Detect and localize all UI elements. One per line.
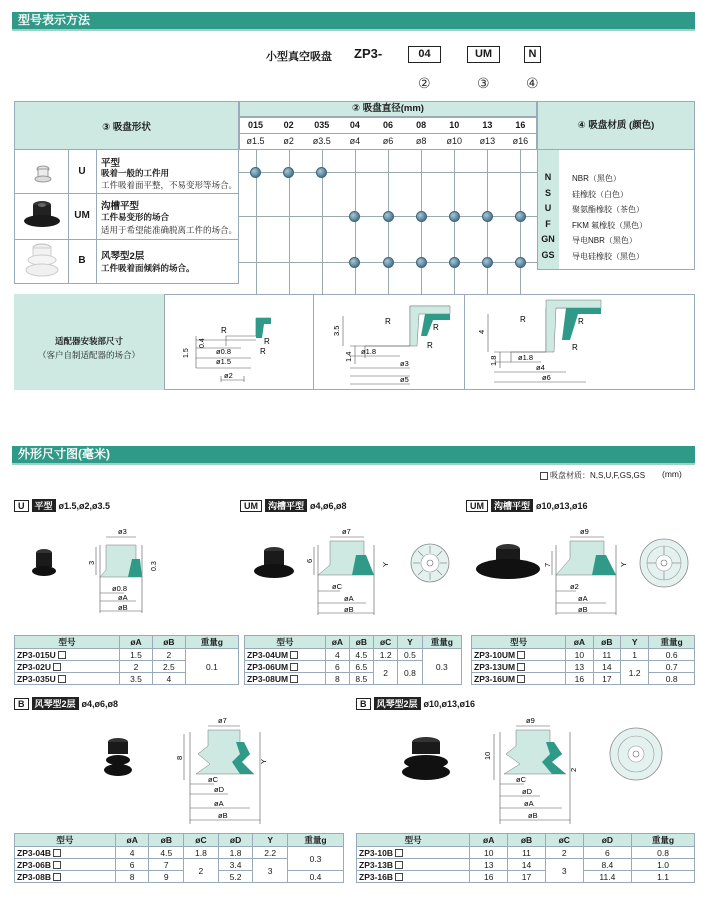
shape-code-um: UM (74, 210, 90, 221)
dim-a1-r2: R (264, 337, 270, 346)
dim-b2-top: ø9 (526, 716, 535, 725)
circle-2: ② (418, 75, 431, 91)
dim-b1-h: 8 (175, 755, 184, 760)
table-cell: 2 (120, 661, 153, 673)
table-cell: 5.2 (218, 871, 253, 883)
table-row (15, 649, 239, 661)
availability-dot (416, 257, 427, 268)
table-cell: 6 (326, 661, 350, 673)
table-cell: 11.4 (583, 871, 631, 883)
table-header: øB (508, 834, 546, 847)
dia-code-04: 04 (349, 120, 360, 130)
dim-a3-h1: 4 (477, 329, 486, 334)
material-name-s: 硅橡胶（白色） (572, 189, 628, 199)
model-code: ZP3-16UM (474, 673, 516, 684)
drawing-b2 (356, 712, 695, 832)
table-cell: 14 (508, 859, 546, 871)
table-cell: 4.5 (149, 847, 184, 859)
table-header: 型号 (472, 636, 566, 649)
table-cell-model (15, 847, 116, 859)
drawing-u (14, 515, 239, 630)
table-cell: 0.4 (287, 871, 343, 883)
shape-code-b: B (78, 255, 86, 266)
dia-code-13: 13 (482, 120, 493, 130)
material-code-u: U (544, 203, 552, 213)
model-code: ZP3-16B (359, 871, 394, 882)
table-cell: 0.1 (185, 649, 238, 685)
table-cell: 0.8 (649, 673, 695, 685)
dim-a3-d2: ø4 (536, 363, 545, 372)
table-cell: 0.7 (649, 661, 695, 673)
table-u (14, 635, 239, 685)
table-cell: 2.5 (152, 661, 185, 673)
model-code: ZP3-08B (17, 871, 52, 882)
table-header-row (15, 834, 344, 847)
table-cell: 1.2 (374, 649, 398, 661)
dia-code-015: 015 (248, 120, 264, 130)
circle-3: ③ (477, 75, 490, 91)
dim-a3-r2: R (578, 317, 584, 326)
dim-u-a: øA (118, 593, 128, 602)
table-cell: 6 (583, 847, 631, 859)
shape-sub-um: 工件易变形的场合 (101, 212, 170, 222)
adapter-drawing-2 (315, 296, 463, 388)
material-name-n: NBR（黑色） (572, 174, 621, 183)
dim-b1-c: øC (208, 775, 218, 784)
table-cell: 16 (566, 673, 593, 685)
table-header: 重量g (185, 636, 238, 649)
unit-label: (mm) (662, 469, 682, 479)
dim-a2-h2: 1.4 (344, 351, 353, 362)
material-code-box (517, 663, 525, 671)
table-cell: 16 (470, 871, 508, 883)
dim-a2-h1: 3.5 (332, 325, 341, 336)
availability-dot (482, 211, 493, 222)
table-cell-model (472, 661, 566, 673)
drawing-um1 (240, 515, 465, 630)
dim-um2-b: øB (578, 605, 588, 614)
dia-code-08: 08 (416, 120, 427, 130)
material-code-n: N (544, 172, 552, 182)
table-cell: 6.5 (349, 661, 373, 673)
shape-code-u: U (78, 166, 86, 177)
table-cell: 0.8 (398, 661, 422, 685)
dim-a2-d3: ø5 (400, 375, 409, 384)
material-header: ④ 吸盘材质 (颜色) (537, 101, 695, 150)
adapter-sub: （客户自制适配器的场合） (37, 350, 140, 360)
material-code-s: S (544, 187, 551, 198)
table-header: øA (326, 636, 350, 649)
table-header: 型号 (15, 834, 116, 847)
dim-a1-r1: R (221, 326, 227, 335)
circle-4: ④ (526, 75, 539, 91)
table-cell-model (357, 847, 470, 859)
table-cell: 1 (621, 649, 649, 661)
table-cell: 8 (115, 871, 149, 883)
adapter-drawing-1 (166, 296, 312, 388)
table-cell-model (472, 673, 566, 685)
model-box-shape: UM (467, 46, 500, 63)
dia-value-13: ø13 (479, 136, 496, 146)
group-label-u: U 平型 ø1.5,ø2,ø3.5 (14, 499, 110, 512)
dim-u-c: ø0.8 (112, 584, 128, 593)
table-cell: 13 (566, 661, 593, 673)
table-header: øB (593, 636, 620, 649)
dim-a2-d1: ø1.8 (361, 347, 377, 356)
dim-um2-h: 7 (543, 562, 552, 567)
availability-dot (250, 167, 261, 178)
table-cell: 2 (374, 661, 398, 685)
material-code-box (58, 675, 66, 683)
dim-b2-c: øC (516, 775, 526, 784)
table-row (15, 871, 344, 883)
dim-a1-r3: R (260, 347, 266, 356)
table-header: øC (374, 636, 398, 649)
table-header: 重量g (422, 636, 461, 649)
table-um2 (471, 635, 695, 685)
table-cell: 8.4 (583, 859, 631, 871)
dim-b1-b: øB (218, 811, 228, 820)
model-code: ZP3-13UM (474, 661, 516, 672)
material-code-box (53, 849, 61, 857)
dia-value-06: ø6 (382, 136, 394, 146)
table-header-row (245, 636, 462, 649)
shape-header: ③ 吸盘形状 (102, 122, 151, 133)
table-cell: 14 (593, 661, 620, 673)
availability-dot (316, 167, 327, 178)
shape-title-b: 风琴型2层 (101, 251, 145, 262)
shape-desc-um: 适用于希望能准确脱离工件的场合。 (101, 225, 238, 235)
material-code-box (290, 675, 298, 683)
material-code-box (395, 861, 403, 869)
dim-um1-y: Y (381, 561, 390, 567)
dia-value-015: ø1.5 (246, 136, 265, 146)
table-cell: 0.5 (398, 649, 422, 661)
material-code-box (58, 651, 66, 659)
dia-value-16: ø16 (512, 136, 529, 146)
table-row (15, 847, 344, 859)
table-row (357, 847, 695, 859)
availability-dot (449, 211, 460, 222)
material-code-box (517, 651, 525, 659)
table-cell: 3.5 (120, 673, 153, 685)
table-cell: 8.5 (349, 673, 373, 685)
table-header: 重量g (649, 636, 695, 649)
cup-um-image (22, 197, 62, 231)
table-cell: 0.3 (287, 847, 343, 871)
dim-a3-r1: R (520, 315, 526, 324)
table-cell: 2 (184, 859, 219, 883)
dim-b2-h: 10 (483, 751, 492, 760)
material-name-gn: 导电NBR（黑色） (572, 236, 637, 245)
material-name-gs: 导电硅橡胶（黑色） (572, 251, 644, 261)
table-header: øA (120, 636, 153, 649)
dim-a2-d2: ø3 (400, 359, 409, 368)
table-header: øA (470, 834, 508, 847)
model-box-diameter: 04 (408, 46, 441, 63)
diameter-header: ② 吸盘直径(mm) (239, 101, 537, 117)
material-name-u: 聚氨酯橡胶（茶色） (572, 205, 644, 214)
table-cell: 1.5 (120, 649, 153, 661)
shape-title-um: 沟槽平型 (101, 201, 140, 212)
dia-value-10: ø10 (446, 136, 462, 146)
shape-title-u: 平型 (101, 158, 121, 169)
material-name-f: FKM 氟橡胶（黑色） (572, 220, 648, 230)
group-label-um1: UM 沟槽平型 ø4,ø6,ø8 (240, 499, 347, 512)
dim-u-top: ø3 (118, 527, 127, 536)
table-cell: 1.0 (632, 859, 695, 871)
dim-b1-y: Y (259, 758, 268, 764)
dia-value-08: ø8 (415, 136, 427, 146)
table-header: Y (621, 636, 649, 649)
model-prefix: ZP3- (354, 46, 383, 61)
table-cell: 4.5 (349, 649, 373, 661)
material-code-box (290, 663, 298, 671)
table-header: øD (583, 834, 631, 847)
table-header: Y (253, 834, 288, 847)
material-code-box (53, 663, 61, 671)
model-code: ZP3-10B (359, 847, 394, 858)
availability-dot (383, 257, 394, 268)
dim-b2-d: øD (522, 787, 532, 796)
model-code: ZP3-04UM (247, 649, 289, 660)
table-header: øD (218, 834, 253, 847)
table-row (472, 661, 695, 673)
dim-um1-b: øB (344, 605, 354, 614)
drawing-um2 (466, 515, 695, 630)
table-cell: 11 (508, 847, 546, 859)
table-cell-model (245, 649, 326, 661)
table-cell: 3 (253, 859, 288, 883)
material-code-box (290, 651, 298, 659)
material-code-gn: GN (541, 234, 555, 244)
adapter-title: 适配器安装部尺寸 (54, 336, 123, 346)
cup-u-image (30, 160, 56, 186)
table-b1 (14, 833, 344, 883)
section-title-dimensions: 外形尺寸图(毫米) (12, 446, 695, 463)
table-header: øA (115, 834, 149, 847)
table-cell: 4 (152, 673, 185, 685)
material-code-gs: GS (541, 249, 555, 260)
table-header: øB (152, 636, 185, 649)
model-code: ZP3-13B (359, 859, 394, 870)
table-cell: 7 (149, 859, 184, 871)
table-header: øA (566, 636, 593, 649)
dim-a3-h2: 1.8 (489, 355, 498, 366)
table-cell-model (15, 859, 116, 871)
model-name: 小型真空吸盘 (266, 51, 332, 63)
table-cell-model (245, 661, 326, 673)
table-cell: 4 (326, 649, 350, 661)
material-note: 吸盘材质：N,S,U,F,GS,GS (540, 470, 645, 481)
table-cell: 1.2 (621, 661, 649, 685)
dim-b2-a: øA (524, 799, 534, 808)
dia-code-10: 10 (449, 120, 460, 130)
group-label-b2: B 风琴型2层 ø10,ø13,ø16 (356, 697, 475, 710)
table-cell: 10 (566, 649, 593, 661)
group-label-b1: B 风琴型2层 ø4,ø6,ø8 (14, 697, 118, 710)
model-code: ZP3-06UM (247, 661, 289, 672)
dim-b1-d: øD (214, 785, 224, 794)
table-cell: 9 (149, 871, 184, 883)
dim-a2-r1: R (385, 317, 391, 326)
table-cell: 17 (593, 673, 620, 685)
table-header: øB (149, 834, 184, 847)
table-cell: 4 (115, 847, 149, 859)
availability-dot (449, 257, 460, 268)
shape-desc-u: 工件吸着面平整，不易变形等场合。 (101, 180, 238, 190)
table-header: øB (349, 636, 373, 649)
dim-u-h: 3 (87, 560, 96, 565)
dim-um2-y: Y (619, 561, 628, 567)
model-code: ZP3-06B (17, 859, 52, 870)
table-header: Y (398, 636, 422, 649)
material-code-box (395, 873, 403, 881)
table-header-row (472, 636, 695, 649)
availability-dot (416, 211, 427, 222)
dia-code-035: 035 (314, 120, 330, 130)
dim-a3-d1: ø1.8 (518, 353, 534, 362)
dim-u-lip: 0.3 (151, 561, 158, 571)
dim-a1-d2: ø1.5 (216, 357, 232, 366)
dim-a1-d1: ø0.8 (216, 347, 232, 356)
table-header: 重量g (632, 834, 695, 847)
table-cell-model (357, 871, 470, 883)
table-cell: 8 (326, 673, 350, 685)
table-cell: 10 (470, 847, 508, 859)
table-cell-model (15, 871, 116, 883)
table-cell: 13 (470, 859, 508, 871)
table-row (357, 859, 695, 871)
cup-b-image (24, 242, 60, 280)
dim-a3-r3: R (572, 343, 578, 352)
model-code: ZP3-10UM (474, 649, 516, 660)
table-header: 型号 (15, 636, 120, 649)
shape-sub-b: 工件吸着面倾斜的场合。 (101, 263, 195, 273)
model-code: ZP3-08UM (247, 673, 289, 684)
table-cell: 0.6 (649, 649, 695, 661)
dim-um1-c: øC (332, 582, 342, 591)
model-code: ZP3-015U (17, 649, 56, 660)
table-cell: 11 (593, 649, 620, 661)
availability-dot (349, 211, 360, 222)
material-code-box (53, 873, 61, 881)
dim-a1-d3: ø2 (224, 371, 233, 380)
table-header: 型号 (357, 834, 470, 847)
table-row (357, 871, 695, 883)
table-cell: 1.1 (632, 871, 695, 883)
dim-b2-b: øB (528, 811, 538, 820)
table-cell: 1.8 (184, 847, 219, 859)
table-header: 型号 (245, 636, 326, 649)
table-header: øC (545, 834, 583, 847)
material-code-box (395, 849, 403, 857)
table-cell: 2 (152, 649, 185, 661)
dim-a1-h2: 0.4 (199, 338, 206, 348)
table-row (472, 673, 695, 685)
table-header-row (15, 636, 239, 649)
group-label-um2: UM 沟槽平型 ø10,ø13,ø16 (466, 499, 588, 512)
dim-a3-d3: ø6 (542, 373, 551, 382)
dim-a2-r3: R (427, 341, 433, 350)
model-code: ZP3-02U (17, 661, 52, 672)
table-header: 重量g (287, 834, 343, 847)
dim-um1-top: ø7 (342, 527, 351, 536)
dim-um2-c: ø2 (570, 582, 579, 591)
model-code: ZP3-04B (17, 847, 52, 858)
table-cell: 17 (508, 871, 546, 883)
table-um1 (244, 635, 462, 685)
availability-dot (515, 257, 526, 268)
dim-a2-r2: R (433, 323, 439, 332)
model-code: ZP3-035U (17, 673, 56, 684)
shape-sub-u: 吸着一般的工件用 (101, 168, 170, 178)
table-b2 (356, 833, 695, 883)
dia-code-02: 02 (283, 120, 294, 130)
table-cell-model (472, 649, 566, 661)
dim-um1-h: 6 (305, 558, 314, 563)
section-title-model: 型号表示方法 (12, 12, 695, 29)
material-code-box (53, 861, 61, 869)
availability-dot (349, 257, 360, 268)
dim-b1-top: ø7 (218, 716, 227, 725)
adapter-drawing-3 (466, 296, 694, 388)
material-code-f: F (545, 218, 551, 229)
availability-dot (283, 167, 294, 178)
dim-a1-h1: 1.5 (183, 348, 190, 358)
dim-um2-a: øA (578, 594, 588, 603)
table-cell: 0.8 (632, 847, 695, 859)
table-cell-model (245, 673, 326, 685)
material-code-box (517, 675, 525, 683)
table-cell: 0.3 (422, 649, 461, 685)
table-row (472, 649, 695, 661)
availability-dot (383, 211, 394, 222)
table-cell: 3.4 (218, 859, 253, 871)
dim-u-b: øB (118, 603, 128, 612)
table-cell: 2 (545, 847, 583, 859)
dim-um2-top: ø9 (580, 527, 589, 536)
table-header: øC (184, 834, 219, 847)
table-cell-model (357, 859, 470, 871)
dia-code-16: 16 (515, 120, 526, 130)
table-cell: 2.2 (253, 847, 288, 859)
availability-dot (482, 257, 493, 268)
dim-um1-a: øA (344, 594, 354, 603)
table-cell-model (15, 673, 120, 685)
table-header-row (357, 834, 695, 847)
availability-dot (515, 211, 526, 222)
drawing-b1 (14, 712, 344, 832)
table-row (245, 649, 462, 661)
model-box-material: N (524, 46, 541, 63)
dia-code-06: 06 (382, 120, 393, 130)
dim-b2-y: 2 (569, 767, 578, 772)
dia-value-04: ø4 (349, 136, 361, 146)
dia-value-035: ø3.5 (312, 136, 331, 146)
table-cell: 1.8 (218, 847, 253, 859)
table-cell: 6 (115, 859, 149, 871)
table-cell: 3 (545, 859, 583, 883)
dia-value-02: ø2 (283, 136, 294, 146)
table-cell-model (15, 649, 120, 661)
table-cell-model (15, 661, 120, 673)
dim-b1-a: øA (214, 799, 224, 808)
